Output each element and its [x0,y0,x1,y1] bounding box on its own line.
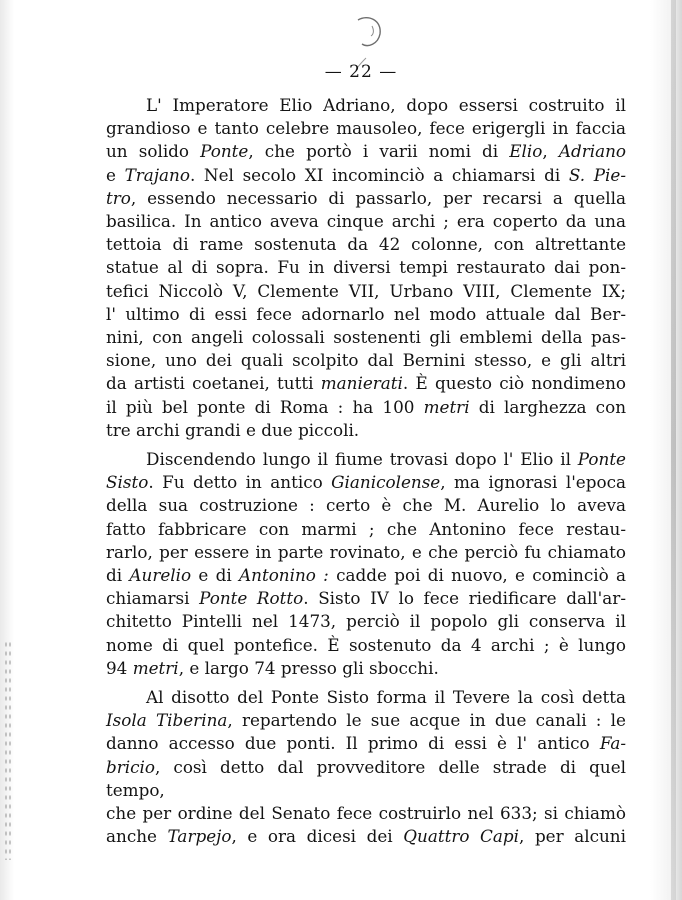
text-line: da artisti coetanei, tutti manierati. È questo ciò nondimeno [106,373,626,394]
page-edge-shadow [671,0,676,900]
text-line: Discendendo lungo il fiume trovasi dopo l' Elio il Ponte [146,449,626,470]
text-line: bricio, così detto dal provveditore delle strade di quel tempo, [106,756,626,800]
text-line: fatto fabbricare con marmi ; che Antonino fece restau- [106,518,626,539]
text-line: nini, con angeli colossali sostenenti gli emblemi della pas- [106,327,626,348]
text-line: L' Imperatore Elio Adriano, dopo essersi costruito il [146,95,626,115]
text-line: il più bel ponte di Roma : ha 100 metri di larghezza con [106,396,626,417]
text-line: l' ultimo di essi fece adornarlo nel modo attuale dal Ber- [106,303,626,324]
text-line: della sua costruzione : certo è che M. Aurelio lo aveva [106,495,626,516]
text-line: Sisto. Fu detto in antico Gianicolense, ma ignorasi l'epoca [106,472,626,493]
text-line: tro, essendo necessario di passarlo, per recarsi a quella [106,187,626,208]
text-line: Isola Tiberina, repartendo le sue acque in due canali : le [106,710,626,731]
page-number: — 22 — [324,62,398,82]
text-line: che per ordine del Senato fece costruirlo nel 633; si chiamò [106,803,626,824]
text-line: basilica. In antico aveva cinque archi ; era coperto da una [106,211,626,232]
text-line: statue al di sopra. Fu in diversi tempi restaurato dai pon- [106,257,626,278]
text-line: tre archi grandi e due piccoli. [106,419,360,440]
body-text [106,94,626,849]
text-line: tefici Niccolò V, Clemente VII, Urbano VIII, Clemente IX; [106,280,626,301]
text-line: nome di quel pontefice. È sostenuto da 4 archi ; è lungo [106,634,626,655]
text-line: 94 metri, e largo 74 presso gli sbocchi. [106,657,439,678]
paragraph-isola-tiberina [106,686,626,848]
text-line: di Aurelio e di Antonino : cadde poi di nuovo, e cominciò a [106,565,627,586]
text-line: sione, uno dei quali scolpito dal Bernini stesso, e gli altri [106,350,626,371]
text-line: Al disotto del Ponte Sisto forma il Tevere la così detta [146,687,626,708]
text-line: chiamarsi Ponte Rotto. Sisto IV lo fece riedificare dall'ar- [106,588,626,609]
text-line: grandioso e tanto celebre mausoleo, fece erigergli in faccia [106,118,626,139]
page-edge-speckle [4,640,12,860]
text-line: chitetto Pintelli nel 1473, perciò il popolo gli conserva il [106,611,626,632]
text-line: rarlo, per essere in parte rovinato, e che perciò fu chiamato [106,541,626,562]
paragraph-ponte-elio [106,94,626,442]
paragraph-ponte-sisto [106,448,626,680]
text-line: un solido Ponte, che portò i varii nomi di Elio, Adriano [106,141,626,162]
text-line: tettoia di rame sostenuta da 42 colonne, con altrettante [106,234,626,255]
text-line: danno accesso due ponti. Il primo di essi è l' antico Fa- [106,733,626,754]
text-line: anche Tarpejo, e ora dicesi dei Quattro Capi, per alcuni [106,826,626,847]
text-line: e Trajano. Nel secolo XI incominciò a chiamarsi di S. Pie- [106,164,627,185]
